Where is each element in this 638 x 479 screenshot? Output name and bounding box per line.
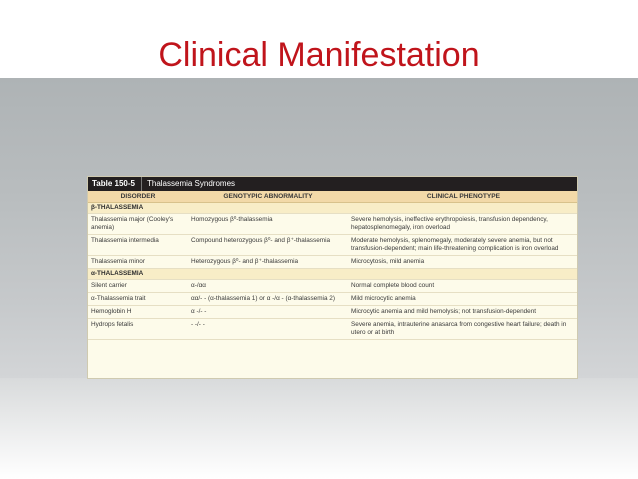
disorder-cell: α-Thalassemia trait <box>88 293 188 306</box>
column-header: CLINICAL PHENOTYPE <box>348 191 578 203</box>
table-row <box>88 306 578 319</box>
genotype-cell: Homozygous β⁰-thalassemia <box>188 214 348 235</box>
table-row <box>88 280 578 293</box>
section-heading: α-THALASSEMIA <box>88 269 578 280</box>
column-header-row <box>88 191 578 203</box>
genotype-cell: Heterozygous β⁰- and β⁺-thalassemia <box>188 256 348 269</box>
background-fade <box>0 378 638 479</box>
phenotype-cell: Microcytosis, mild anemia <box>348 256 578 269</box>
genotype-cell: α-/αα <box>188 280 348 293</box>
section-row <box>88 203 578 214</box>
phenotype-cell: Mild microcytic anemia <box>348 293 578 306</box>
phenotype-cell: Moderate hemolysis, splenomegaly, moderately severe anemia, but not transfusion-dependent; main life-threatening complication is iron overload <box>348 235 578 256</box>
section-heading: β-THALASSEMIA <box>88 203 578 214</box>
data-table <box>88 191 578 340</box>
genotype-cell: α -/- - <box>188 306 348 319</box>
phenotype-cell: Severe anemia, intrauterine anasarca from congestive heart failure; death in utero or at birth <box>348 319 578 340</box>
table-row <box>88 235 578 256</box>
table-row <box>88 214 578 235</box>
disorder-cell: Thalassemia intermedia <box>88 235 188 256</box>
table-row <box>88 256 578 269</box>
disorder-cell: Thalassemia minor <box>88 256 188 269</box>
phenotype-cell: Normal complete blood count <box>348 280 578 293</box>
genotype-cell: - -/- - <box>188 319 348 340</box>
table-number: Table 150-5 <box>88 177 142 191</box>
slide-title: Clinical Manifestation <box>158 36 480 74</box>
table-row <box>88 319 578 340</box>
disorder-cell: Thalassemia major (Cooley's anemia) <box>88 214 188 235</box>
table-caption <box>88 177 577 191</box>
column-header: GENOTYPIC ABNORMALITY <box>188 191 348 203</box>
table-row <box>88 293 578 306</box>
table-name: Thalassemia Syndromes <box>146 179 236 188</box>
genotype-cell: Compound heterozygous β⁰- and β⁺-thalassemia <box>188 235 348 256</box>
genotype-cell: αα/- - (α-thalassemia 1) or α -/α - (α-thalassemia 2) <box>188 293 348 306</box>
phenotype-cell: Microcytic anemia and mild hemolysis; not transfusion-dependent <box>348 306 578 319</box>
disorder-cell: Hydrops fetalis <box>88 319 188 340</box>
phenotype-cell: Severe hemolysis, ineffective erythropoiesis, transfusion dependency, hepatosplenomegaly, iron overload <box>348 214 578 235</box>
column-header: DISORDER <box>88 191 188 203</box>
disorder-cell: Silent carrier <box>88 280 188 293</box>
disorder-cell: Hemoglobin H <box>88 306 188 319</box>
thalassemia-table <box>87 176 578 379</box>
section-row <box>88 269 578 280</box>
